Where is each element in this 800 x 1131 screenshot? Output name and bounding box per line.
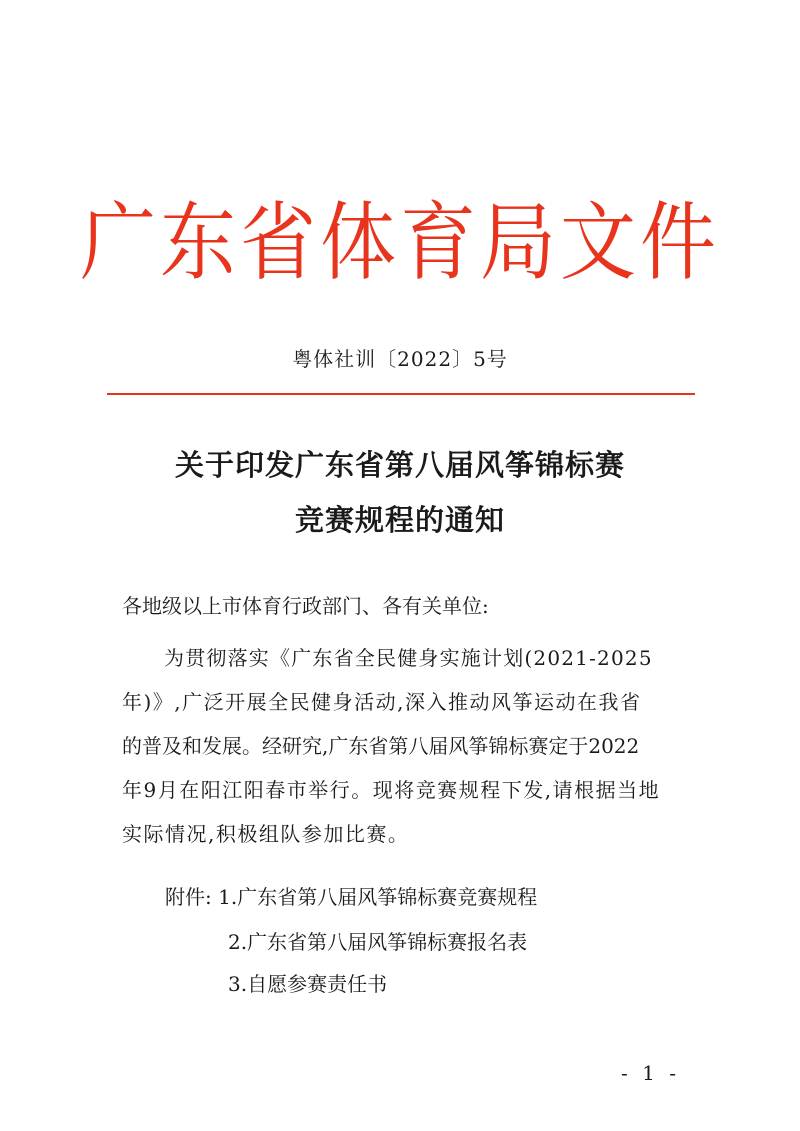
- document-masthead: 广东省体育局文件: [80, 192, 720, 293]
- notice-title-line-2: 竞赛规程的通知: [294, 503, 505, 537]
- body-line: 实际情况,积极组队参加比赛。: [122, 822, 410, 846]
- body-line: 为贯彻落实《广东省全民健身实施计划(2021-2025: [164, 646, 653, 670]
- attachment-item-2: 2.广东省第八届风筝锦标赛报名表: [228, 930, 528, 954]
- body-line: 年)》,广泛开展全民健身活动,深入推动风筝运动在我省: [122, 690, 642, 714]
- page-number: - 1 -: [621, 1061, 680, 1085]
- document-number: 粤体社训〔2022〕5号: [292, 347, 508, 371]
- red-divider-line: [107, 393, 695, 395]
- attachment-label: 附件:: [165, 885, 219, 909]
- attachment-item-3: 3.自愿参赛责任书: [228, 972, 388, 996]
- attachment-text: 1.广东省第八届风筝锦标赛竞赛规程: [218, 885, 538, 909]
- body-line: 的普及和发展。经研究,广东省第八届风筝锦标赛定于2022: [122, 734, 640, 758]
- body-line: 年9月在阳江阳春市举行。现将竞赛规程下发,请根据当地: [122, 778, 661, 802]
- attachment-item-1: [165, 882, 537, 912]
- body-paragraph: [122, 636, 687, 856]
- notice-title-line-1: 关于印发广东省第八届风筝锦标赛: [174, 448, 625, 482]
- salutation: 各地级以上市体育行政部门、各有关单位:: [122, 594, 489, 618]
